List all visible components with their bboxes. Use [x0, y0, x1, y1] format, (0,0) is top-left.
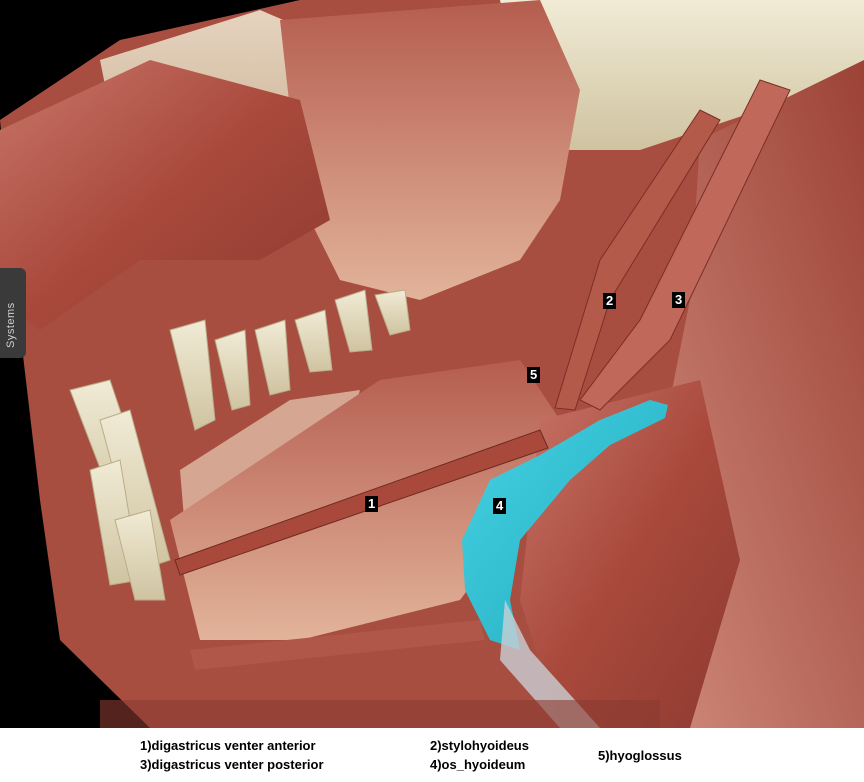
legend-item-2: 2)stylohyoideus: [430, 738, 529, 753]
systems-side-tab[interactable]: [0, 268, 26, 358]
marker-2: 2: [603, 293, 616, 309]
marker-3: 3: [672, 292, 685, 308]
legend-item-3: 3)digastricus venter posterior: [140, 757, 324, 772]
legend-item-4: 4)os_hyoideum: [430, 757, 526, 772]
systems-tab-label: Systems: [5, 302, 17, 348]
marker-4: 4: [493, 498, 506, 514]
marker-5: 5: [527, 367, 540, 383]
legend-item-5: 5)hyoglossus: [598, 748, 682, 763]
floor-shadow: [100, 700, 660, 728]
marker-1: 1: [365, 496, 378, 512]
legend-item-1: 1)digastricus venter anterior: [140, 738, 316, 753]
